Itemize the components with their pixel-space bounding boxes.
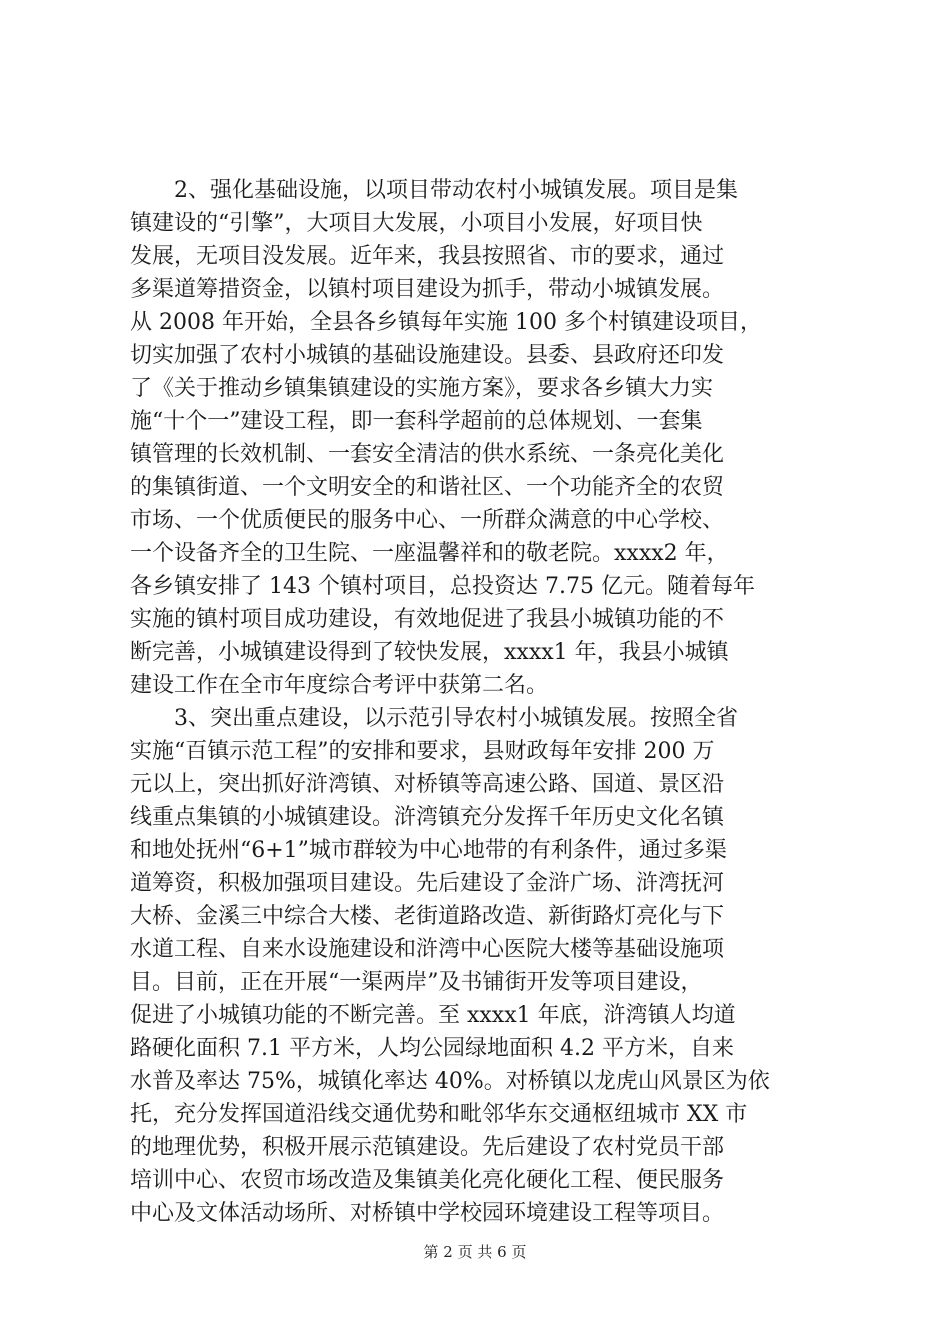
text-line: 和地处抚州“6+1”城市群较为中心地带的有利条件，通过多渠 — [130, 838, 727, 863]
text-line: 大桥、金溪三中综合大楼、老街道路改造、新街路灯亮化与下 — [130, 904, 725, 929]
text-line: 断完善，小城镇建设得到了较快发展，xxxx1 年，我县小城镇 — [130, 640, 729, 665]
text-line: 实施的镇村项目成功建设，有效地促进了我县小城镇功能的不 — [130, 607, 725, 632]
text-line: 施“十个一”建设工程，即一套科学超前的总体规划、一套集 — [130, 409, 703, 434]
text-line: 镇管理的长效机制、一套安全清洁的供水系统、一条亮化美化 — [130, 442, 725, 467]
body-text — [130, 174, 820, 1230]
text-line: 3、突出重点建设，以示范引导农村小城镇发展。按照全省 — [130, 706, 738, 731]
page-footer: 第 2 页 共 6 页 — [423, 1243, 527, 1261]
text-line: 的地理优势，积极开展示范镇建设。先后建设了农村党员干部 — [130, 1135, 725, 1160]
text-line: 切实加强了农村小城镇的基础设施建设。县委、县政府还印发 — [130, 343, 725, 368]
text-line: 培训中心、农贸市场改造及集镇美化亮化硬化工程、便民服务 — [130, 1168, 725, 1193]
text-line: 建设工作在全市年度综合考评中获第二名。 — [130, 673, 549, 698]
text-line: 中心及文体活动场所、对桥镇中学校园环境建设工程等项目。 — [130, 1201, 725, 1226]
text-line: 线重点集镇的小城镇建设。浒湾镇充分发挥千年历史文化名镇 — [130, 805, 725, 830]
text-line: 从 2008 年开始，全县各乡镇每年实施 100 多个村镇建设项目， — [130, 310, 762, 335]
text-line: 托，充分发挥国道沿线交通优势和毗邻华东交通枢纽城市 XX 市 — [130, 1102, 748, 1127]
text-line: 路硬化面积 7.1 平方米，人均公园绿地面积 4.2 平方米，自来 — [130, 1036, 734, 1061]
text-line: 水普及率达 75%，城镇化率达 40%。对桥镇以龙虎山风景区为依 — [130, 1069, 770, 1094]
text-line: 各乡镇安排了 143 个镇村项目，总投资达 7.75 亿元。随着每年 — [130, 574, 755, 599]
text-line: 发展，无项目没发展。近年来，我县按照省、市的要求，通过 — [130, 244, 725, 269]
text-line: 元以上，突出抓好浒湾镇、对桥镇等高速公路、国道、景区沿 — [130, 772, 725, 797]
text-line: 镇建设的“引擎”，大项目大发展，小项目小发展，好项目快 — [130, 211, 703, 236]
text-line: 道筹资，积极加强项目建设。先后建设了金浒广场、浒湾抚河 — [130, 871, 725, 896]
text-line: 市场、一个优质便民的服务中心、一所群众满意的中心学校、 — [130, 508, 725, 533]
text-line: 一个设备齐全的卫生院、一座温馨祥和的敬老院。xxxx2 年， — [130, 541, 729, 566]
text-line: 的集镇街道、一个文明安全的和谐社区、一个功能齐全的农贸 — [130, 475, 725, 500]
text-line: 2、强化基础设施，以项目带动农村小城镇发展。项目是集 — [130, 178, 738, 203]
text-line: 促进了小城镇功能的不断完善。至 xxxx1 年底，浒湾镇人均道 — [130, 1003, 736, 1028]
text-line: 目。目前，正在开展“一渠两岸”及书铺街开发等项目建设， — [130, 970, 703, 995]
text-line: 实施“百镇示范工程”的安排和要求，县财政每年安排 200 万 — [130, 739, 715, 764]
text-line: 了《关于推动乡镇集镇建设的实施方案》，要求各乡镇大力实 — [130, 376, 714, 401]
text-line: 水道工程、自来水设施建设和浒湾中心医院大楼等基础设施项 — [130, 937, 725, 962]
text-line: 多渠道筹措资金，以镇村项目建设为抓手，带动小城镇发展。 — [130, 277, 725, 302]
